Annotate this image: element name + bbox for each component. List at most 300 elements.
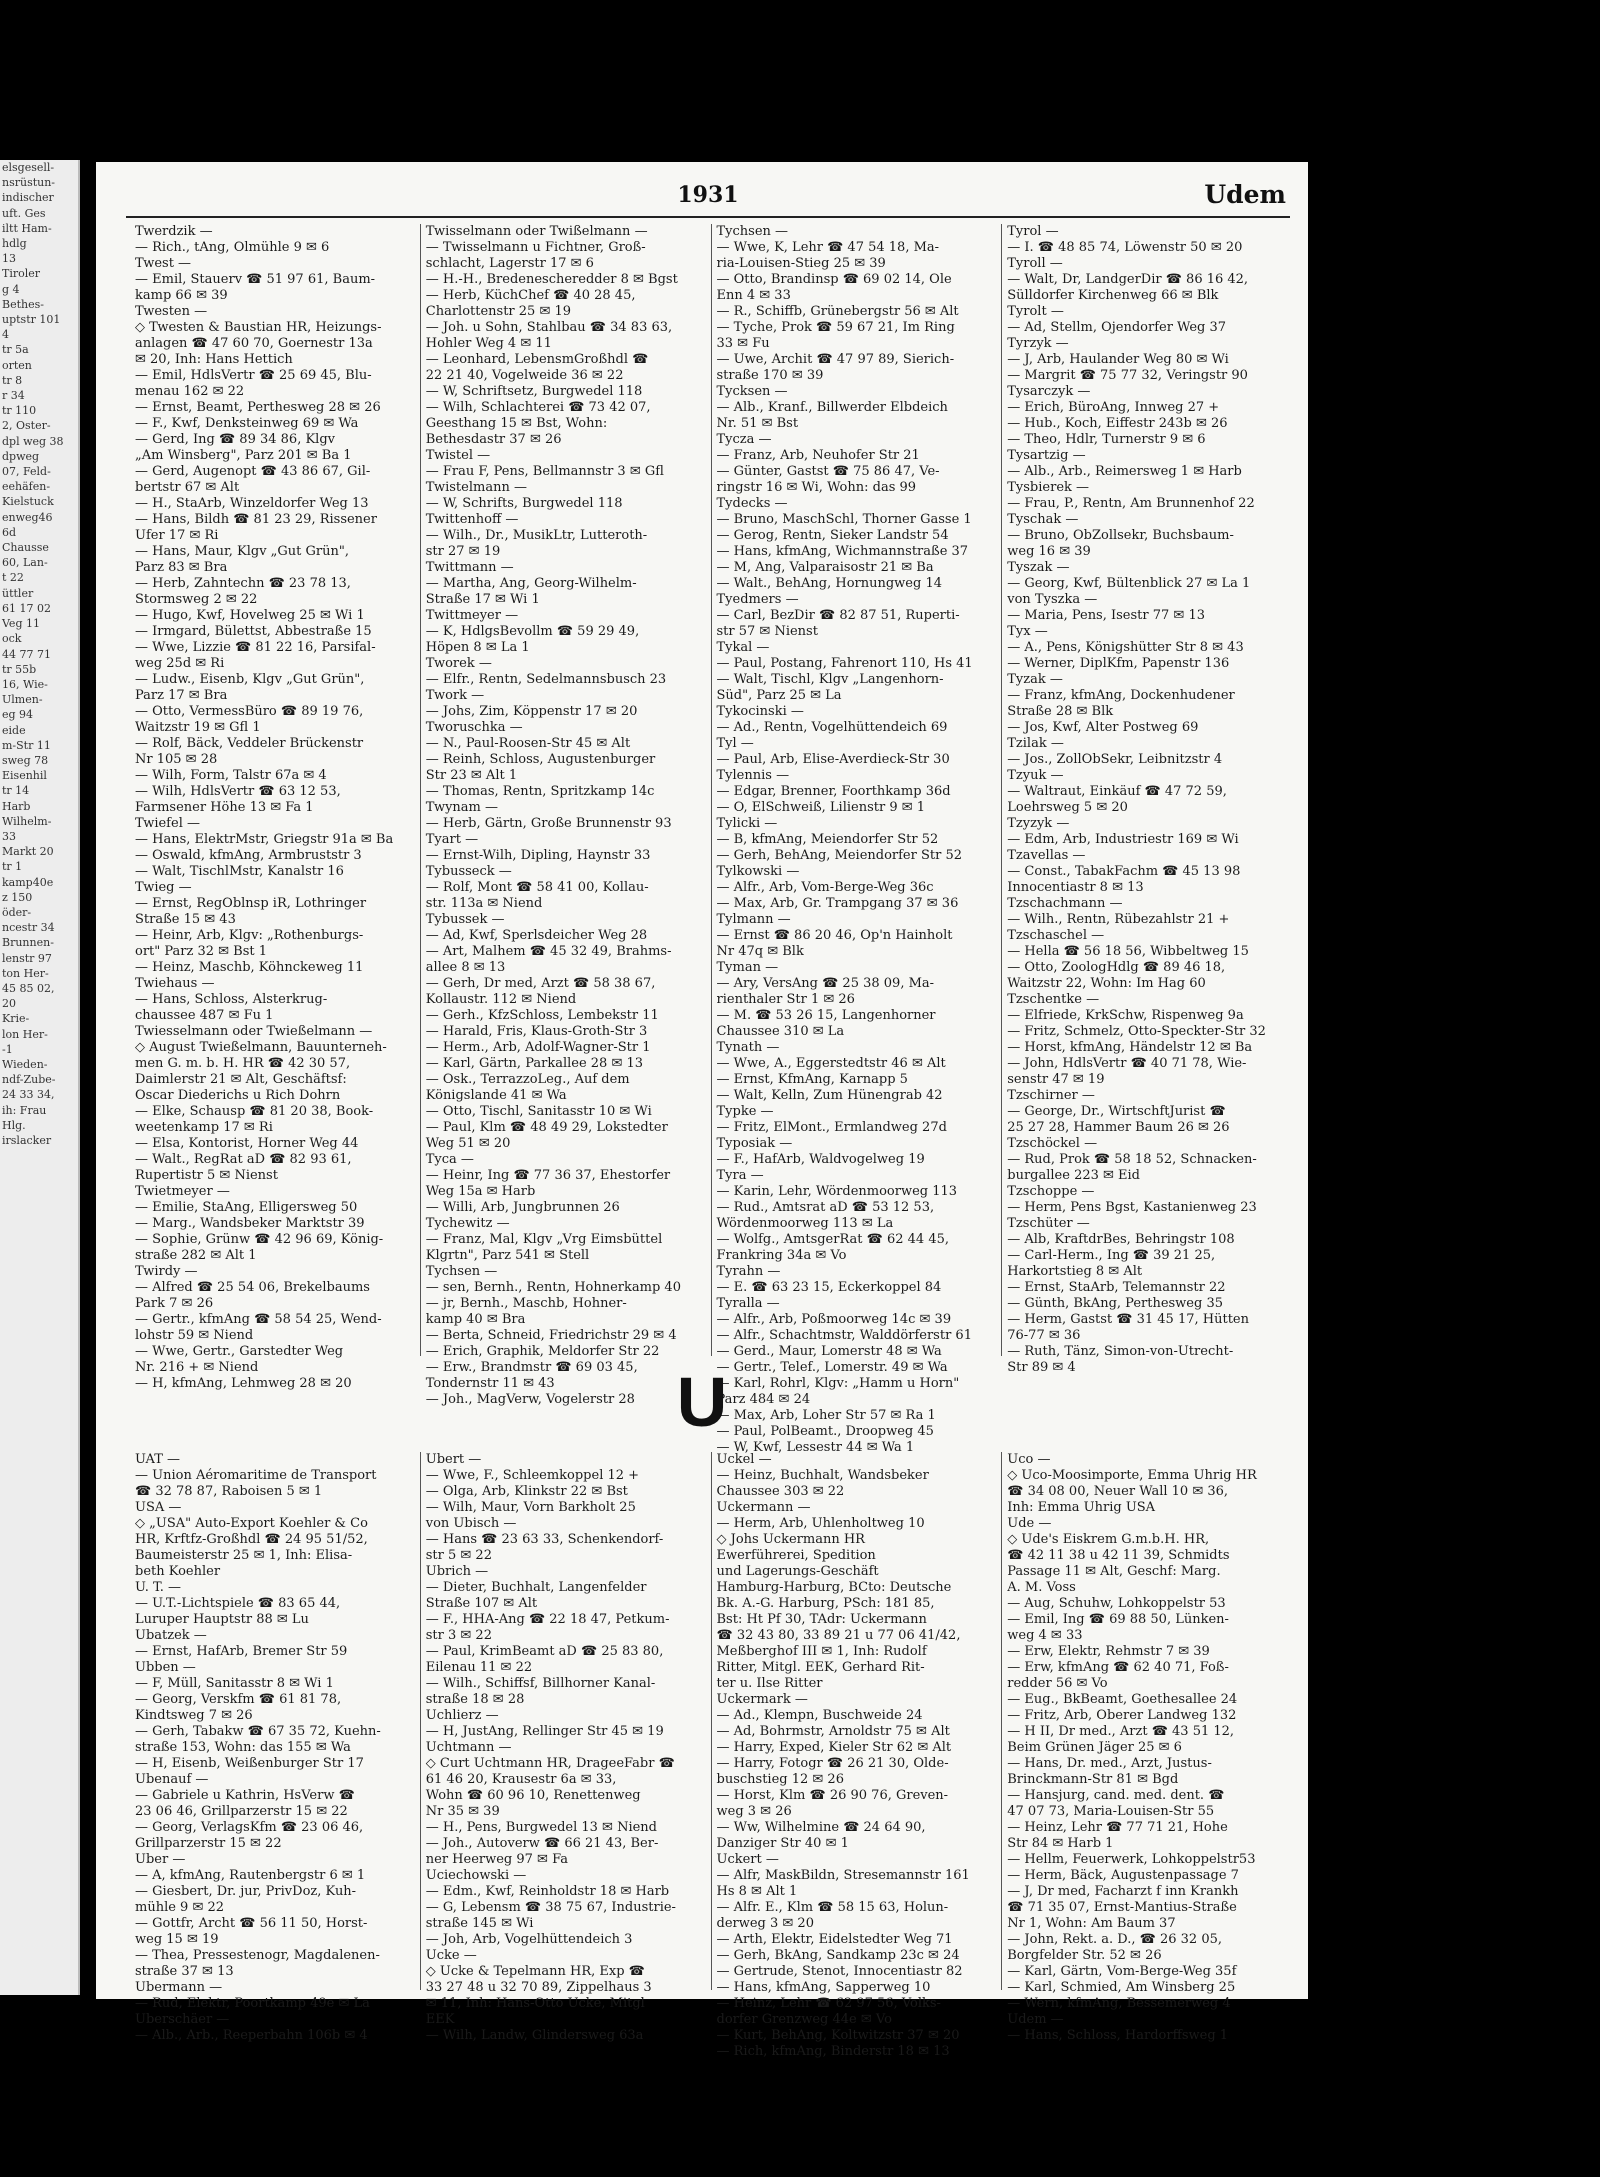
directory-line: men G. m. b. H. HR ☎ 42 30 57,: [135, 1056, 351, 1071]
directory-line: weg 3 ✉ 26: [716, 1804, 792, 1819]
directory-line: — jr, Bernh., Maschb, Hohner-: [425, 1296, 627, 1311]
previous-page-fragment: ndf-Zube-: [2, 1073, 56, 1087]
directory-line: Stormsweg 2 ✉ 22: [135, 592, 258, 607]
directory-line: — H, JustAng, Rellinger Str 45 ✉ 19: [425, 1724, 664, 1739]
directory-line: — Art, Malhem ☎ 45 32 49, Brahms-: [425, 944, 672, 959]
previous-page-fragment: üttler: [2, 586, 34, 600]
directory-line: Tyszak —: [1007, 560, 1070, 575]
directory-line: Nr. 216 + ✉ Niend: [135, 1360, 259, 1375]
directory-line: — Hans, kfmAng, Wichmannstraße 37: [716, 544, 969, 559]
directory-line: — R., Schiffb, Grünebergstr 56 ✉ Alt: [716, 304, 959, 319]
directory-line: — Hans, Schloss, Alsterkrug-: [135, 992, 328, 1007]
directory-line: — Rich, kfmAng, Binderstr 18 ✉ 13: [716, 2044, 950, 2059]
directory-line: — Gerd, Ing ☎ 89 34 86, Klgv: [135, 432, 335, 447]
directory-line: weg 4 ✉ 33: [1007, 1628, 1083, 1643]
directory-line: Tzschentke —: [1007, 992, 1100, 1007]
directory-line: — Maria, Pens, Isestr 77 ✉ 13: [1007, 608, 1205, 623]
directory-line: — Ad., Rentn, Vogelhüttendeich 69: [716, 720, 948, 735]
directory-line: Tyzak —: [1007, 672, 1063, 687]
directory-line: — Herb, Zahntechn ☎ 23 78 13,: [135, 576, 351, 591]
directory-line: ter u. Ilse Ritter: [716, 1676, 823, 1691]
directory-line: — John, HdlsVertr ☎ 40 71 78, Wie-: [1007, 1056, 1247, 1071]
page-header: [126, 176, 1290, 218]
previous-page-fragment: 60, Lan-: [2, 556, 48, 570]
directory-line: — Elfr., Rentn, Sedelmannsbusch 23: [425, 672, 667, 687]
directory-line: — Wwe, A., Eggerstedtstr 46 ✉ Alt: [716, 1056, 946, 1071]
directory-line: — Emilie, StaAng, Elligersweg 50: [135, 1200, 358, 1215]
directory-line: — Hans, kfmAng, Sapperweg 10: [716, 1980, 931, 1995]
directory-line: Straße 107 ✉ Alt: [425, 1596, 538, 1611]
directory-line: — Hans, Maur, Klgv „Gut Grün",: [135, 544, 349, 559]
directory-line: — Ruth, Tänz, Simon-von-Utrecht-: [1007, 1344, 1234, 1359]
directory-line: Tyroll —: [1007, 256, 1063, 271]
directory-line: Tychewitz —: [425, 1216, 510, 1231]
directory-line: Uber —: [135, 1852, 186, 1867]
directory-line: — Otto, Brandinsp ☎ 69 02 14, Ole: [716, 272, 952, 287]
directory-line: Königslande 41 ✉ Wa: [425, 1088, 567, 1103]
previous-page-fragment: r 34: [2, 389, 25, 403]
directory-line: — Herb, KüchChef ☎ 40 28 45,: [425, 288, 636, 303]
directory-line: — Paul, Klm ☎ 48 49 29, Lokstedter: [425, 1120, 668, 1135]
directory-line: — Eug., BkBeamt, Goethesallee 24: [1007, 1692, 1238, 1707]
page-year: 1931: [677, 182, 739, 208]
directory-line: — Gerh, BehAng, Meiendorfer Str 52: [716, 848, 962, 863]
directory-line: — Alfr., Schachtmstr, Walddörferstr 61: [716, 1328, 972, 1343]
directory-line: — Marg., Wandsbeker Marktstr 39: [135, 1216, 365, 1231]
directory-line: — Arth, Elektr, Eidelstedter Weg 71: [716, 1932, 953, 1947]
directory-line: Charlottenstr 25 ✉ 19: [425, 304, 572, 319]
directory-line: 61 46 20, Krausestr 6a ✉ 33,: [425, 1772, 617, 1787]
directory-line: Ubenauf —: [135, 1772, 209, 1787]
previous-page-fragment: öder-: [2, 905, 32, 919]
previous-page-fragment: tr 1: [2, 860, 23, 874]
directory-line: straße 18 ✉ 28: [425, 1692, 525, 1707]
directory-line: Park 7 ✉ 26: [135, 1296, 214, 1311]
directory-line: Twerdzik —: [135, 224, 213, 239]
directory-line: Frankring 34a ✉ Vo: [716, 1248, 847, 1263]
directory-line: — Paul, Arb, Elise-Averdieck-Str 30: [716, 752, 950, 767]
directory-line: anlagen ☎ 47 60 70, Goernestr 13a: [135, 336, 373, 351]
directory-line: Beim Grünen Jäger 25 ✉ 6: [1007, 1740, 1182, 1755]
directory-line: — Thomas, Rentn, Spritzkamp 14c: [425, 784, 655, 799]
directory-line: — Max, Arb, Gr. Trampgang 37 ✉ 36: [716, 896, 959, 911]
previous-page-fragment: lenstr 97: [2, 951, 52, 965]
directory-line: — Rud, Elektr, Poortkamp 49e ✉ La: [135, 1996, 370, 2011]
directory-line: Twirdy —: [135, 1264, 198, 1279]
directory-line: — Heinz, Lehr ☎ 62 97 56, Volks-: [716, 1996, 941, 2011]
directory-line: — Thea, Pressestenogr, Magdalenen-: [135, 1948, 380, 1963]
directory-line: — Karl, Schmied, Am Winsberg 25: [1007, 1980, 1236, 1995]
directory-line: Tychsen —: [425, 1264, 498, 1279]
directory-line: — Gertrude, Stenot, Innocentiastr 82: [716, 1964, 963, 1979]
directory-line: — Heinz, Lehr ☎ 77 71 21, Hohe: [1007, 1820, 1228, 1835]
directory-line: — Ernst, Beamt, Perthesweg 28 ✉ 26: [135, 400, 381, 415]
directory-line: — E. ☎ 63 23 15, Eckerkoppel 84: [716, 1280, 942, 1295]
previous-page-fragment: lon Her-: [2, 1027, 48, 1041]
directory-line: Tzschaschel —: [1007, 928, 1105, 943]
previous-page-fragment: t 22: [2, 571, 24, 585]
previous-page-fragment: Krie-: [2, 1012, 30, 1026]
directory-line: Parz 83 ✉ Bra: [135, 560, 228, 575]
directory-line: Nr 1, Wohn: Am Baum 37: [1007, 1916, 1176, 1931]
directory-line: — Alb, KraftdrBes, Behringstr 108: [1007, 1232, 1235, 1247]
directory-line: — Joh. u Sohn, Stahlbau ☎ 34 83 63,: [425, 320, 673, 335]
directory-line: Danziger Str 40 ✉ 1: [716, 1836, 849, 1851]
directory-line: — Wilh., Rentn, Rübezahlstr 21 +: [1007, 912, 1230, 927]
directory-line: UAT —: [135, 1452, 181, 1467]
directory-line: — Alb., Kranf., Billwerder Elbdeich: [716, 400, 948, 415]
directory-line: senstr 47 ✉ 19: [1007, 1072, 1105, 1087]
directory-line: — A., Pens, Königshütter Str 8 ✉ 43: [1007, 640, 1244, 655]
previous-page-fragment: z 150: [2, 890, 33, 904]
directory-line: — Hans, Schloss, Hardorffsweg 1: [1007, 2028, 1229, 2043]
directory-line: — Fritz, Schmelz, Otto-Speckter-Str 32: [1007, 1024, 1266, 1039]
directory-line: — Ernst, StaArb, Telemannstr 22: [1007, 1280, 1226, 1295]
directory-line: Str 89 ✉ 4: [1007, 1360, 1076, 1375]
directory-line: straße 37 ✉ 13: [135, 1964, 234, 1979]
directory-line: beth Koehler: [135, 1564, 221, 1579]
directory-line: Twiesselmann oder Twießelmann —: [135, 1024, 373, 1039]
directory-line: Höpen 8 ✉ La 1: [425, 640, 530, 655]
directory-line: Ude —: [1007, 1516, 1052, 1531]
directory-line: Kollaustr. 112 ✉ Niend: [425, 992, 577, 1007]
previous-page-fragment: eg 94: [2, 708, 34, 722]
directory-line: Tzavellas —: [1007, 848, 1086, 863]
directory-line: — Walt, Kelln, Zum Hünengrab 42: [716, 1088, 943, 1103]
directory-line: — Karl, Rohrl, Klgv: „Hamm u Horn": [716, 1376, 960, 1391]
directory-line: — H II, Dr med., Arzt ☎ 43 51 12,: [1007, 1724, 1235, 1739]
directory-line: Uckert —: [716, 1852, 779, 1867]
directory-line: — Dieter, Buchhalt, Langenfelder: [425, 1580, 647, 1595]
directory-line: 33 27 48 u 32 70 89, Zippelhaus 3: [425, 1980, 652, 1995]
directory-line: — Ludw., Eisenb, Klgv „Gut Grün",: [135, 672, 365, 687]
directory-line: „Am Winsberg", Parz 201 ✉ Ba 1: [135, 448, 352, 463]
directory-line: 76-77 ✉ 36: [1007, 1328, 1081, 1343]
directory-line: Wohn ☎ 60 96 10, Renettenweg: [425, 1788, 641, 1803]
directory-line: — Edm., Kwf, Reinholdstr 18 ✉ Harb: [425, 1884, 670, 1899]
directory-line: — Herb, Gärtn, Große Brunnenstr 93: [425, 816, 672, 831]
directory-line: — Alb., Arb., Reimersweg 1 ✉ Harb: [1007, 464, 1242, 479]
directory-line: — Alfr. E., Klm ☎ 58 15 63, Holun-: [716, 1900, 949, 1915]
directory-line: Typke —: [716, 1104, 774, 1119]
directory-line: ◇ Ude's Eiskrem G.m.b.H. HR,: [1007, 1532, 1210, 1547]
directory-line: — Wilh, HdlsVertr ☎ 63 12 53,: [135, 784, 341, 799]
directory-line: Tyedmers —: [716, 592, 799, 607]
directory-line: Tysartzig —: [1007, 448, 1086, 463]
directory-line: — Twisselmann u Fichtner, Groß-: [425, 240, 646, 255]
directory-line: ☎ 34 08 00, Neuer Wall 10 ✉ 36,: [1007, 1484, 1229, 1499]
previous-page-fragment: eide: [2, 723, 26, 737]
directory-line: Rupertistr 5 ✉ Nienst: [135, 1168, 278, 1183]
directory-line: — M, Ang, Valparaisostr 21 ✉ Ba: [716, 560, 934, 575]
directory-line: ria-Louisen-Stieg 25 ✉ 39: [716, 256, 886, 271]
directory-line: Tyman —: [716, 960, 779, 975]
directory-line: — Uwe, Archit ☎ 47 97 89, Sierich-: [716, 352, 955, 367]
directory-line: 25 27 28, Hammer Baum 26 ✉ 26: [1007, 1120, 1230, 1135]
bottom-columns: [130, 1452, 1292, 2059]
directory-line: Tysarczyk —: [1007, 384, 1091, 399]
directory-line: — Alb., Arb., Reeperbahn 106b ✉ 4: [135, 2028, 368, 2043]
directory-line: Uciechowski —: [425, 1868, 527, 1883]
directory-line: — Heinz, Maschb, Köhnckeweg 11: [135, 960, 364, 975]
previous-page-fragment: 61 17 02: [2, 601, 51, 615]
directory-line: Tycza —: [716, 432, 772, 447]
directory-line: Passage 11 ✉ Alt, Geschf: Marg.: [1007, 1564, 1221, 1579]
directory-line: Tykocinski —: [716, 704, 804, 719]
directory-line: Süd", Parz 25 ✉ La: [716, 688, 842, 703]
directory-line: Ubert —: [425, 1452, 482, 1467]
directory-line: — Bruno, ObZollsekr, Buchsbaum-: [1007, 528, 1234, 543]
directory-line: Ewerführerei, Spedition: [716, 1548, 876, 1563]
directory-line: Wördenmoorweg 113 ✉ La: [716, 1216, 894, 1231]
directory-line: Tzschöckel —: [1007, 1136, 1098, 1151]
previous-page-fragment: 20: [2, 997, 16, 1011]
running-headword: Udem: [1204, 180, 1286, 209]
directory-line: ringstr 16 ✉ Wi, Wohn: das 99: [716, 480, 917, 495]
directory-line: Tzschüter —: [1007, 1216, 1090, 1231]
directory-line: ◇ August Twießelmann, Bauunterneh-: [135, 1040, 387, 1055]
directory-line: A. M. Voss: [1007, 1580, 1076, 1595]
directory-line: — Franz, Mal, Klgv „Vrg Eimsbüttel: [425, 1232, 663, 1247]
directory-line: — Hans ☎ 23 63 33, Schenkendorf-: [425, 1532, 664, 1547]
directory-line: Tyx —: [1007, 624, 1048, 639]
directory-line: — Leonhard, LebensmGroßhdl ☎: [425, 352, 649, 367]
directory-line: — Walt, TischlMstr, Kanalstr 16: [135, 864, 344, 879]
column-3: [712, 224, 1003, 1455]
directory-line: — Emil, Ing ☎ 69 88 50, Lünken-: [1007, 1612, 1229, 1627]
directory-line: — Wwe, Lizzie ☎ 81 22 16, Parsifal-: [135, 640, 376, 655]
directory-line: Weg 15a ✉ Harb: [425, 1184, 536, 1199]
directory-line: — J, Arb, Haulander Weg 80 ✉ Wi: [1007, 352, 1229, 367]
previous-page-fragment: 24 33 34,: [2, 1088, 55, 1102]
directory-line: Grillparzerstr 15 ✉ 22: [135, 1836, 282, 1851]
previous-page-fragment: Chausse: [2, 541, 49, 555]
previous-page-fragment: tr 5a: [2, 343, 29, 357]
previous-page-fragment: Hlg.: [2, 1118, 26, 1132]
directory-line: — Ad, Kwf, Sperlsdeicher Weg 28: [425, 928, 648, 943]
directory-line: schlacht, Lagerstr 17 ✉ 6: [425, 256, 594, 271]
previous-page-fragment: enweg46: [2, 510, 53, 524]
directory-line: Tyl —: [716, 736, 754, 751]
directory-line: — H, kfmAng, Lehmweg 28 ✉ 20: [135, 1376, 352, 1391]
directory-line: Uchtmann —: [425, 1740, 512, 1755]
directory-line: Tyrzyk —: [1007, 336, 1069, 351]
directory-line: — Gerd., Maur, Lomerstr 48 ✉ Wa: [716, 1344, 942, 1359]
directory-line: — Karl, Gärtn, Parkallee 28 ✉ 13: [425, 1056, 644, 1071]
directory-line: derweg 3 ✉ 20: [716, 1916, 814, 1931]
directory-line: — Ernst, HafArb, Bremer Str 59: [135, 1644, 348, 1659]
directory-line: Enn 4 ✉ 33: [716, 288, 791, 303]
previous-page-fragment: iltt Ham-: [2, 221, 52, 235]
directory-line: — Herm, Pens Bgst, Kastanienweg 23: [1007, 1200, 1257, 1215]
directory-line: ✉ 11, Inh: Hans-Otto Ucke, Mitgl: [425, 1996, 645, 2011]
directory-line: rienthaler Str 1 ✉ 26: [716, 992, 855, 1007]
directory-line: Waitzstr 22, Wohn: Im Hag 60: [1007, 976, 1206, 991]
directory-line: Str 23 ✉ Alt 1: [425, 768, 518, 783]
directory-line: — Gerh, Tabakw ☎ 67 35 72, Kuehn-: [135, 1724, 381, 1739]
previous-page-fragment: dpl weg 38: [2, 434, 64, 448]
directory-line: — Ad, Bohrmstr, Arnoldstr 75 ✉ Alt: [716, 1724, 950, 1739]
directory-line: Harkortstieg 8 ✉ Alt: [1007, 1264, 1143, 1279]
previous-page-fragment: Eisenhil: [2, 769, 47, 783]
directory-line: — Heinr, Arb, Klgv: „Rothenburgs-: [135, 928, 364, 943]
directory-line: Tzschirner —: [1007, 1088, 1095, 1103]
directory-line: Chaussee 310 ✉ La: [716, 1024, 845, 1039]
directory-line: — Osk., TerrazzoLeg., Auf dem: [425, 1072, 630, 1087]
directory-line: Tylmann —: [716, 912, 791, 927]
directory-line: — Wwe, F., Schleemkoppel 12 +: [425, 1468, 640, 1483]
directory-page: [96, 162, 1308, 2059]
directory-line: 23 06 46, Grillparzerstr 15 ✉ 22: [135, 1804, 348, 1819]
directory-line: Tyra —: [716, 1168, 764, 1183]
directory-line: — Erich, BüroAng, Innweg 27 +: [1007, 400, 1220, 415]
directory-line: — Gerh., KfzSchloss, Lembekstr 11: [425, 1008, 659, 1023]
previous-page-edge: [0, 160, 80, 1995]
directory-line: — Hugo, Kwf, Hovelweg 25 ✉ Wi 1: [135, 608, 365, 623]
directory-line: Chaussee 303 ✉ 22: [716, 1484, 845, 1499]
directory-line: Farmsener Höhe 13 ✉ Fa 1: [135, 800, 314, 815]
directory-line: Tworek —: [425, 656, 492, 671]
directory-line: Tzyuk —: [1007, 768, 1064, 783]
directory-line: buschstieg 12 ✉ 26: [716, 1772, 844, 1787]
directory-line: — Willi, Arb, Jungbrunnen 26: [425, 1200, 620, 1215]
directory-line: — Emil, Stauerv ☎ 51 97 61, Baum-: [135, 272, 376, 287]
previous-page-fragment: 4: [2, 328, 9, 342]
directory-line: — Gerh, BkAng, Sandkamp 23c ✉ 24: [716, 1948, 960, 1963]
directory-line: — Jos, Kwf, Alter Postweg 69: [1007, 720, 1199, 735]
directory-line: — Jos., ZollObSekr, Leibnitzstr 4: [1007, 752, 1223, 767]
directory-line: Ubrich —: [425, 1564, 489, 1579]
directory-line: Meßberghof III ✉ 1, Inh: Rudolf: [716, 1644, 927, 1659]
directory-line: HR, Krftfz-Großhdl ☎ 24 95 51/52,: [135, 1532, 368, 1547]
directory-line: ✉ 20, Inh: Hans Hettich: [135, 352, 293, 367]
directory-line: Tylicki —: [716, 816, 778, 831]
directory-line: Typosiak —: [716, 1136, 793, 1151]
directory-line: Ucke —: [425, 1948, 477, 1963]
directory-line: — Elke, Schausp ☎ 81 20 38, Book-: [135, 1104, 374, 1119]
previous-page-fragment: g 4: [2, 282, 20, 296]
directory-line: — Walt., BehAng, Hornungweg 14: [716, 576, 942, 591]
directory-line: straße 145 ✉ Wi: [425, 1916, 534, 1931]
directory-line: — J, Dr med, Facharzt f inn Krankh: [1007, 1884, 1239, 1899]
u-column-2: [421, 1452, 712, 2043]
directory-line: Uchlierz —: [425, 1708, 499, 1723]
directory-line: kamp 40 ✉ Bra: [425, 1312, 526, 1327]
directory-line: und Lagerungs-Geschäft: [716, 1564, 879, 1579]
directory-line: — Gertr., Telef., Lomerstr. 49 ✉ Wa: [716, 1360, 948, 1375]
directory-line: — Otto, Tischl, Sanitasstr 10 ✉ Wi: [425, 1104, 652, 1119]
previous-page-fragment: orten: [2, 358, 32, 372]
directory-line: ◇ „USA" Auto-Export Koehler & Co: [135, 1516, 368, 1531]
directory-line: — Wilh., Dr., MusikLtr, Lutteroth-: [425, 528, 648, 543]
directory-line: — Ernst ☎ 86 20 46, Op'n Hainholt: [716, 928, 953, 943]
directory-line: str. 113a ✉ Niend: [425, 896, 543, 911]
directory-line: — Harald, Fris, Klaus-Groth-Str 3: [425, 1024, 648, 1039]
directory-line: Bk. A.-G. Harburg, PSch: 181 85,: [716, 1596, 935, 1611]
directory-line: — Reinh, Schloss, Augustenburger: [425, 752, 656, 767]
directory-line: — Sophie, Grünw ☎ 42 96 69, König-: [135, 1232, 384, 1247]
directory-line: Tzilak —: [1007, 736, 1064, 751]
column-1: [130, 224, 421, 1391]
directory-line: Twittmeyer —: [425, 608, 519, 623]
previous-page-fragment: hdlg: [2, 237, 27, 251]
directory-line: Kindtsweg 7 ✉ 26: [135, 1708, 253, 1723]
directory-line: Tzschoppe —: [1007, 1184, 1095, 1199]
directory-line: Uckermann —: [716, 1500, 811, 1515]
directory-line: — I. ☎ 48 85 74, Löwenstr 50 ✉ 20: [1007, 240, 1243, 255]
directory-line: Tworuschka —: [425, 720, 523, 735]
directory-line: — Erich, Graphik, Meldorfer Str 22: [425, 1344, 660, 1359]
directory-line: — Rud, Prok ☎ 58 18 52, Schnacken-: [1007, 1152, 1257, 1167]
directory-line: Nr 105 ✉ 28: [135, 752, 218, 767]
directory-line: — Olga, Arb, Klinkstr 22 ✉ Bst: [425, 1484, 628, 1499]
directory-line: redder 56 ✉ Vo: [1007, 1676, 1108, 1691]
previous-page-fragment: indischer: [2, 191, 54, 205]
directory-line: straße 170 ✉ 39: [716, 368, 824, 383]
previous-page-fragment: Wilhelm-: [2, 814, 52, 828]
directory-line: Twistel —: [425, 448, 491, 463]
previous-page-fragment: elsgesell-: [2, 161, 55, 174]
directory-line: burgallee 223 ✉ Eid: [1007, 1168, 1141, 1183]
directory-line: Bst: Ht Pf 30, TAdr: Uckermann: [716, 1612, 927, 1627]
directory-line: — Ernst, RegOblnsp iR, Lothringer: [135, 896, 367, 911]
directory-line: str 57 ✉ Nienst: [716, 624, 818, 639]
directory-line: — Hansjurg, cand. med. dent. ☎: [1007, 1788, 1225, 1803]
directory-line: Twittenhoff —: [425, 512, 519, 527]
directory-line: Tychsen —: [716, 224, 789, 239]
directory-line: — Theo, Hdlr, Turnerstr 9 ✉ 6: [1007, 432, 1206, 447]
directory-line: Tycksen —: [716, 384, 788, 399]
previous-page-fragment: tr 14: [2, 784, 30, 798]
directory-line: Ubatzek —: [135, 1628, 207, 1643]
directory-line: — Paul, PolBeamt., Droopweg 45: [716, 1424, 934, 1439]
previous-page-fragment: uptstr 101: [2, 313, 61, 327]
directory-line: — Paul, Postang, Fahrenort 110, Hs 41: [716, 656, 973, 671]
directory-line: — Wolfg., AmtsgerRat ☎ 62 44 45,: [716, 1232, 950, 1247]
directory-line: von Tyszka —: [1007, 592, 1098, 607]
directory-line: Weg 51 ✉ 20: [425, 1136, 511, 1151]
directory-line: — Elfriede, KrkSchw, Rispenweg 9a: [1007, 1008, 1244, 1023]
directory-line: Inh: Emma Uhrig USA: [1007, 1500, 1156, 1515]
directory-line: straße 282 ✉ Alt 1: [135, 1248, 257, 1263]
directory-line: Tondernstr 11 ✉ 43: [425, 1376, 555, 1391]
directory-line: Loehrsweg 5 ✉ 20: [1007, 800, 1128, 815]
directory-line: kamp 66 ✉ 39: [135, 288, 228, 303]
directory-line: — Franz, kfmAng, Dockenhudener: [1007, 688, 1235, 703]
previous-page-fragment: Markt 20: [2, 845, 54, 859]
directory-line: — Karl, Gärtn, Vom-Berge-Weg 35f: [1007, 1964, 1237, 1979]
directory-line: ◇ Curt Uchtmann HR, DrageeFabr ☎: [425, 1756, 675, 1771]
directory-line: weg 25d ✉ Ri: [135, 656, 225, 671]
directory-line: — Aug, Schuhw, Lohkoppelstr 53: [1007, 1596, 1226, 1611]
directory-line: Twietmeyer —: [135, 1184, 230, 1199]
directory-line: Uckel —: [716, 1452, 772, 1467]
previous-page-fragment: Kielstuck: [2, 495, 54, 509]
directory-line: — H., Pens, Burgwedel 13 ✉ Niend: [425, 1820, 657, 1835]
directory-line: Uckermark —: [716, 1692, 808, 1707]
previous-page-fragment: sweg 78: [2, 753, 49, 767]
directory-line: 33 ✉ Fu: [716, 336, 770, 351]
directory-line: Ubben —: [135, 1660, 196, 1675]
directory-line: Tydecks —: [716, 496, 788, 511]
directory-line: — Harry, Exped, Kieler Str 62 ✉ Alt: [716, 1740, 952, 1755]
previous-page-fragment: 16, Wie-: [2, 677, 48, 691]
directory-line: ◇ Johs Uckermann HR: [716, 1532, 865, 1547]
directory-line: — Hans, ElektrMstr, Griegstr 91a ✉ Ba: [135, 832, 394, 847]
previous-page-fragment: Wieden-: [2, 1057, 48, 1071]
directory-line: — Bruno, MaschSchl, Thorner Gasse 1: [716, 512, 972, 527]
directory-line: — Herm, Bäck, Augustenpassage 7: [1007, 1868, 1239, 1883]
